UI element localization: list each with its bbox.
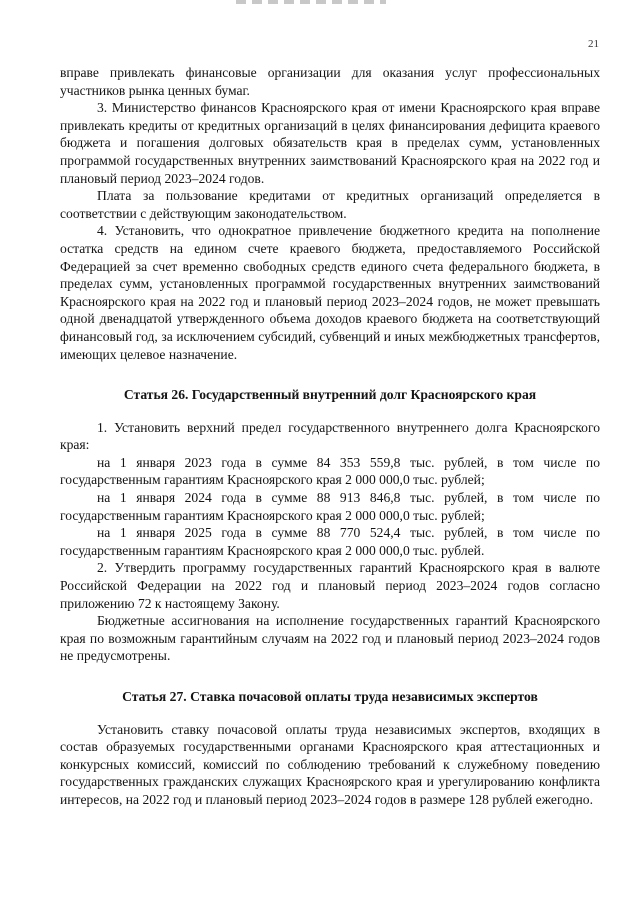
- document-body: [60, 64, 600, 809]
- paragraph-expert-rate: Установить ставку почасовой оплаты труда независимых экспертов, входящих в состав образуемых государственными органами Красноярского края аттестационных и конкурсных комиссий, комиссий по соблюдению требований к служебному поведению государственных гражданских служащих Красноярского края и урегулированию конфликта интересов, на 2022 год и плановый период 2023–2024 годов в размере 128 рублей ежегодно.: [60, 721, 600, 807]
- article-27-heading: Статья 27. Ставка почасовой оплаты труда независимых экспертов: [122, 689, 538, 704]
- article-26-heading: Статья 26. Государственный внутренний долг Красноярского края: [123, 387, 537, 403]
- paragraph-guarantee-program: 2. Утвердить программу государственных гарантий Красноярского края в валюте Российской Федерации на 2022 год и плановый период 2023–2024 годов согласно приложению 72 к настоящему Закону.: [60, 560, 600, 611]
- paragraph-guarantee-allocations: Бюджетные ассигнования на исполнение государственных гарантий Красноярского края по возможным гарантийным случаям на 2022 год и плановый период 2023–2024 годов не предусмотрены.: [60, 613, 600, 664]
- paragraph-debt-limit: 1. Установить верхний предел государственного внутреннего долга Красноярского края:: [60, 419, 600, 453]
- page-number: 21: [588, 38, 599, 50]
- paragraph-continuation: вправе привлекать финансовые организации для оказания услуг профессиональных участников рынка ценных бумаг.: [60, 65, 600, 98]
- paragraph-debt-2024: на 1 января 2024 года в сумме 88 913 846,8 тыс. рублей, в том числе по государственным гарантиям Красноярского края 2 000 000,0 тыс. рублей;: [60, 490, 600, 523]
- paragraph-debt-2023: на 1 января 2023 года в сумме 84 353 559,8 тыс. рублей, в том числе по государственным гарантиям Красноярского края 2 000 000,0 тыс. рублей;: [60, 454, 600, 488]
- paragraph-credit-fee: Плата за пользование кредитами от кредитных организаций определяется в соответствии с действующим законодательством.: [60, 188, 600, 221]
- paragraph-item-3: 3. Министерство финансов Красноярского края от имени Красноярского края вправе привлекать кредиты от кредитных организаций в целях финансирования дефицита краевого бюджета и погашения долговых обязательств края в пределах сумм, установленных программой государственных внутренних заимствований Красноярского края на 2022 год и плановый период 2023–2024 годов.: [60, 100, 600, 186]
- scan-artifact: [236, 0, 386, 4]
- paragraph-item-4: 4. Установить, что однократное привлечение бюджетного кредита на пополнение остатка средств на едином счете краевого бюджета, предоставляемого Российской Федерацией за счет временно свободных средств единого счета федерального бюджета, в пределах сумм, установленных программой государственных внутренних заимствований Красноярского края на 2022 год и плановый период 2023–2024 годов, не может превышать одной двенадцатой утвержденного объема доходов краевого бюджета на соответствующий финансовый год, за исключением субсидий, субвенций и иных межбюджетных трансфертов, имеющих целевое назначение.: [60, 223, 600, 362]
- paragraph-debt-2025: на 1 января 2025 года в сумме 88 770 524,4 тыс. рублей, в том числе по государственным гарантиям Красноярского края 2 000 000,0 тыс. рублей.: [60, 525, 600, 558]
